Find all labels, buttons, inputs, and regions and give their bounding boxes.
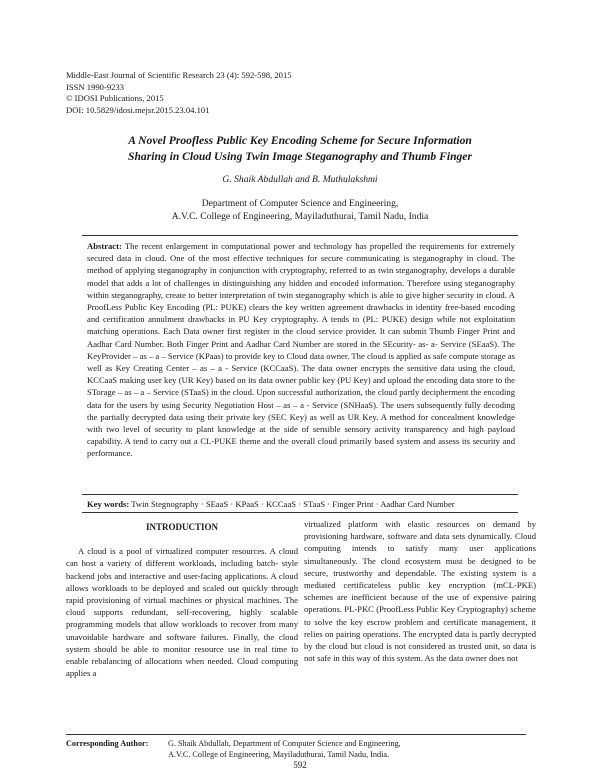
corresponding-line-1: G. Shaik Abdullah, Department of Computer Science and Engineering,: [168, 739, 401, 748]
right-column: [304, 518, 536, 664]
keywords-text: Twin Stegnography · SEaaS · KPaaS · KCCaaS · STaaS · Finger Print · Aadhar Card Number: [131, 499, 455, 509]
issn: ISSN 1990-9233: [66, 81, 125, 92]
authors: G. Shaik Abdullah and B. Muthulakshmi: [222, 174, 378, 185]
intro-paragraph-right: virtualized platform with elastic resources on demand by provisioning hardware, software and data sets dynamically. Cloud computing intends to satisfy many user applications simultaneously. The cloud ecosystem must be designed to be secure, trustworthy and dependable. The existing system is a mediated certificateless public key encryption (mCL-PKE) schemes are inefficient because of the use of expensive pairing operations. PL-PKC (ProofLess Public Key Cryptography) scheme to solve the key escrow problem and certificate management, it relies on pairing operations. The encrypted data is partly decrypted by the cloud but cloud is not considered as trusted unit, so data is not safe in this way of this system. As the data owner does not: [304, 519, 536, 664]
page-number: 592: [293, 760, 307, 770]
intro-paragraph-left: A cloud is a pool of virtualized computer resources. A cloud can host a variety of different workloads, including batch- style backend jobs and interactive and user-facing applications. A cloud allows workloads to be deployed and scaled out quickly through rapid provisioning of virtual machines or physical machines. The cloud supports redundant, self-recovering, highly scalable programming models that allow workloads to recover from many unavoidable hardware and software failures. Finally, the cloud system should be able to monitor resource use in real time to enable rebalancing of allocations when needed. Cloud computing applies a: [66, 546, 298, 679]
affiliation: [100, 197, 500, 223]
footnote-rule: [66, 734, 526, 735]
title-line-2: Sharing in Cloud Using Twin Image Steganography and Thumb Finger: [128, 150, 472, 163]
paper-title: [90, 133, 510, 165]
corresponding-author-details: [168, 738, 528, 760]
abstract-bottom-rule: [82, 494, 518, 495]
abstract-label: Abstract:: [87, 241, 122, 251]
title-line-1: A Novel Proofless Public Key Encoding Scheme for Secure Information: [128, 134, 472, 147]
left-column: [66, 521, 298, 679]
keywords-label: Key words:: [87, 499, 130, 509]
doi: DOI: 10.5829/idosi.mejsr.2015.23.04.101: [66, 104, 210, 115]
keywords: [87, 499, 527, 509]
copyright: © IDOSI Publications, 2015: [66, 93, 164, 104]
journal-header: [66, 70, 292, 116]
corresponding-line-2: A.V.C. College of Engineering, Mayiladuthurai, Tamil Nadu, India.: [168, 750, 390, 759]
journal-citation: Middle-East Journal of Scientific Research 23 (4): 592-598, 2015: [66, 70, 292, 80]
affiliation-line-2: A.V.C. College of Engineering, Mayiladuthurai, Tamil Nadu, India: [171, 211, 429, 222]
abstract-text: The recent enlargement in computational power and technology has propelled the requirements for extremely secured data in cloud. One of the most effective techniques for secure communicating is steganography in cloud. The method of applying steganography in conjunction with cryptography, referred to as twin steganography, develops a durable model that adds a lot of challenges in distinguishing any hidden and encoded information. Therefore using steganography within steganography, create to better interpretation of twin steganography which is able to give higher security in cloud. A ProofLess Public Key Encoding (PL: PUKE) clears the key written agreement drawbacks in identity free-based encoding and certification annulment drawbacks in PU Key cryptography. A tends to (PL: PUKE) design while not exploitation matching operations. Each Data owner first register in the cloud service provider. It can submit Thumb Finger Print and Aadhar Card Number. Both Finger Print and Aadhar Card Number are stored in the SEcurity- as- a- Service (SEaaS). The KeyProvider – as – a – Service (KPaas) to provide key to Cloud data owner. The cloud is applied as safe compute storage as well as Key Creating Center – as – a - Service (KCCaaS). The data owner encrypts the sensitive data using the cloud, KCCaaS making user key (UR Key) based on its data owner public key (PU Key) and upload the encoding data store to the STorage – as – a – Service (STaaS) in the cloud. Upon successful authorization, the cloud partly decipherment the encoding data for the users by using Security Negotiation Host – as – a - Service (SNHaaS). The users subsequently fully decoding the partially decrypted data using their private key (SEC Key) as well as UR Key. A method for concealment knowledge with two level of security to plant knowledge at the side of sensible sensory activity transparency and high payload capability. A tend to carry out a CL-PUKE theme and the overall cloud primarily based system and assess its security and performance.: [87, 241, 515, 459]
section-heading-introduction: INTRODUCTION: [145, 522, 218, 532]
corresponding-author-label: Corresponding Author:: [66, 739, 149, 748]
affiliation-line-1: Department of Computer Science and Engineering,: [201, 198, 399, 209]
abstract-top-rule: [82, 235, 518, 236]
keywords-bottom-rule: [82, 512, 518, 513]
abstract: [87, 240, 515, 460]
